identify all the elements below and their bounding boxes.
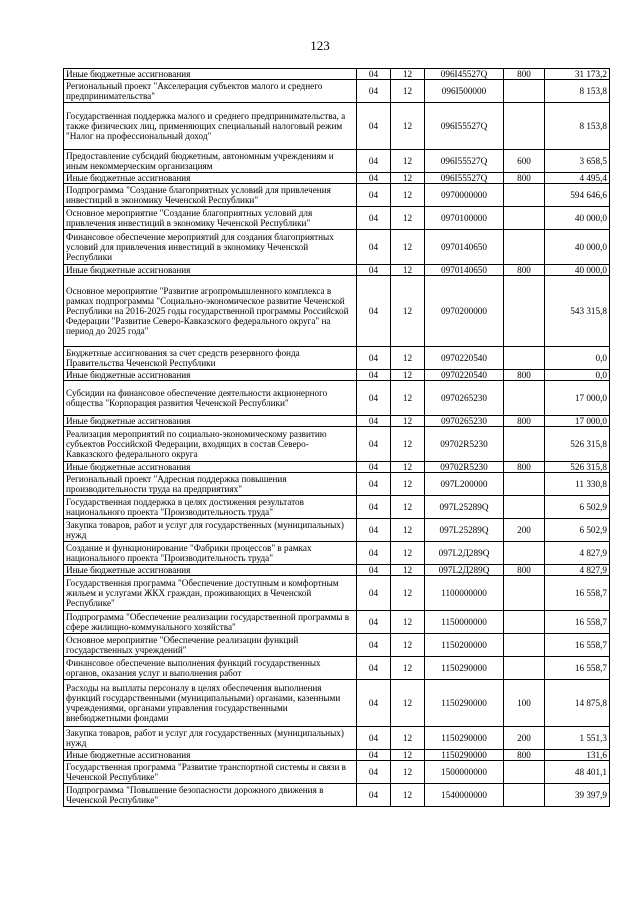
expense-type-cell [504,80,545,103]
subsection-code-cell: 12 [391,173,425,184]
amount-cell: 0,0 [545,370,610,381]
table-row [64,576,610,611]
target-article-cell: 1150200000 [425,634,504,657]
amount-cell: 3 658,5 [545,150,610,173]
amount-cell: 6 502,9 [545,496,610,519]
amount-cell: 131,6 [545,750,610,761]
section-code-cell: 04 [357,230,391,265]
section-code-cell: 04 [357,761,391,784]
row-name-cell: Региональный проект "Адресная поддержка повышения производительности труда на предприятиях" [64,473,357,496]
target-article-cell: 097L200000 [425,473,504,496]
row-name-cell: Реализация мероприятий по социально-экономическому развитию субъектов Российской Федерации, входящих в состав Северо-Кавказского федерального округа [64,427,357,462]
subsection-code-cell: 12 [391,462,425,473]
table-row [64,150,610,173]
expense-type-cell: 800 [504,173,545,184]
table-row [64,462,610,473]
subsection-code-cell: 12 [391,565,425,576]
amount-cell: 40 000,0 [545,207,610,230]
amount-cell: 14 875,8 [545,680,610,727]
row-name-cell: Основное мероприятие "Создание благоприятных условий для привлечения инвестиций в экономику Чеченской Республики" [64,207,357,230]
row-name-cell: Подпрограмма "Повышение безопасности дорожного движения в Чеченской Республике" [64,784,357,807]
section-code-cell: 04 [357,473,391,496]
row-name-cell: Финансовое обеспечение мероприятий для создания благоприятных условий для привлечения инвестиций в экономику Чеченской Республики [64,230,357,265]
target-article-cell: 1150290000 [425,750,504,761]
table-row [64,657,610,680]
table-row [64,265,610,276]
table-row [64,565,610,576]
section-code-cell: 04 [357,416,391,427]
target-article-cell: 097L2Д289Q [425,542,504,565]
amount-cell: 543 315,8 [545,276,610,347]
subsection-code-cell: 12 [391,80,425,103]
expense-type-cell [504,347,545,370]
target-article-cell: 096I55527Q [425,103,504,150]
row-name-cell: Бюджетные ассигнования за счет средств резервного фонда Правительства Чеченской Республики [64,347,357,370]
section-code-cell: 04 [357,150,391,173]
table-row [64,230,610,265]
amount-cell: 16 558,7 [545,576,610,611]
target-article-cell: 09702R5230 [425,427,504,462]
table-row [64,519,610,542]
section-code-cell: 04 [357,565,391,576]
row-name-cell: Подпрограмма "Создание благоприятных условий для привлечения инвестиций в экономику Чеченской Республики" [64,184,357,207]
target-article-cell: 0970265230 [425,381,504,416]
amount-cell: 39 397,9 [545,784,610,807]
expense-type-cell: 800 [504,69,545,80]
section-code-cell: 04 [357,680,391,727]
target-article-cell: 0970100000 [425,207,504,230]
section-code-cell: 04 [357,750,391,761]
expense-type-cell [504,761,545,784]
target-article-cell: 0970000000 [425,184,504,207]
expense-type-cell: 200 [504,519,545,542]
expense-type-cell [504,576,545,611]
table-row [64,80,610,103]
row-name-cell: Предоставление субсидий бюджетным, автономным учреждениям и иным некоммерческим организациям [64,150,357,173]
subsection-code-cell: 12 [391,184,425,207]
section-code-cell: 04 [357,634,391,657]
target-article-cell: 1150290000 [425,657,504,680]
expense-type-cell: 800 [504,370,545,381]
table-row [64,680,610,727]
subsection-code-cell: 12 [391,761,425,784]
row-name-cell: Государственная программа "Обеспечение доступным и комфортным жильем и услугами ЖКХ граждан, проживающих в Чеченской Республике" [64,576,357,611]
target-article-cell: 1500000000 [425,761,504,784]
amount-cell: 40 000,0 [545,230,610,265]
row-name-cell: Государственная поддержка в целях достижения результатов национального проекта "Производительность труда" [64,496,357,519]
expense-type-cell: 600 [504,150,545,173]
amount-cell: 16 558,7 [545,657,610,680]
expense-type-cell [504,657,545,680]
subsection-code-cell: 12 [391,207,425,230]
row-name-cell: Финансовое обеспечение выполнения функций государственных органов, оказания услуг и выполнения работ [64,657,357,680]
expense-type-cell: 800 [504,750,545,761]
amount-cell: 594 646,6 [545,184,610,207]
amount-cell: 17 000,0 [545,416,610,427]
row-name-cell: Расходы на выплаты персоналу в целях обеспечения выполнения функций государственными (муниципальными) органами, казенными учреждениями, органами управления государственными внебюджетными фондами [64,680,357,727]
expense-type-cell [504,103,545,150]
section-code-cell: 04 [357,496,391,519]
expense-type-cell: 800 [504,416,545,427]
row-name-cell: Основное мероприятие "Развитие агропромышленного комплекса в рамках подпрограммы "Социально-экономическое развитие Чеченской Республики на 2016-2025 годы государственной программы Российской Федерации "Развитие Северо-Кавказского федерального округа" на период до 2025 года" [64,276,357,347]
budget-table [63,68,610,807]
table-row [64,750,610,761]
budget-table-body [64,69,610,807]
table-row [64,727,610,750]
target-article-cell: 1150000000 [425,611,504,634]
table-row [64,184,610,207]
table-row [64,473,610,496]
amount-cell: 48 401,1 [545,761,610,784]
section-code-cell: 04 [357,347,391,370]
subsection-code-cell: 12 [391,727,425,750]
expense-type-cell: 200 [504,727,545,750]
row-name-cell: Иные бюджетные ассигнования [64,173,357,184]
table-row [64,347,610,370]
subsection-code-cell: 12 [391,103,425,150]
subsection-code-cell: 12 [391,576,425,611]
section-code-cell: 04 [357,381,391,416]
target-article-cell: 1100000000 [425,576,504,611]
section-code-cell: 04 [357,576,391,611]
section-code-cell: 04 [357,69,391,80]
expense-type-cell [504,611,545,634]
section-code-cell: 04 [357,370,391,381]
expense-type-cell: 100 [504,680,545,727]
expense-type-cell [504,542,545,565]
subsection-code-cell: 12 [391,496,425,519]
table-row [64,761,610,784]
subsection-code-cell: 12 [391,784,425,807]
table-row [64,207,610,230]
subsection-code-cell: 12 [391,265,425,276]
row-name-cell: Закупка товаров, работ и услуг для государственных (муниципальных) нужд [64,727,357,750]
amount-cell: 11 330,8 [545,473,610,496]
amount-cell: 4 495,4 [545,173,610,184]
section-code-cell: 04 [357,519,391,542]
row-name-cell: Иные бюджетные ассигнования [64,370,357,381]
section-code-cell: 04 [357,173,391,184]
row-name-cell: Иные бюджетные ассигнования [64,565,357,576]
table-row [64,427,610,462]
expense-type-cell [504,207,545,230]
subsection-code-cell: 12 [391,370,425,381]
target-article-cell: 096I500000 [425,80,504,103]
target-article-cell: 097L2Д289Q [425,565,504,576]
expense-type-cell [504,496,545,519]
expense-type-cell: 800 [504,265,545,276]
subsection-code-cell: 12 [391,381,425,416]
expense-type-cell: 800 [504,565,545,576]
target-article-cell: 0970140650 [425,265,504,276]
table-row [64,381,610,416]
amount-cell: 40 000,0 [545,265,610,276]
target-article-cell: 0970140650 [425,230,504,265]
section-code-cell: 04 [357,657,391,680]
table-row [64,370,610,381]
expense-type-cell [504,276,545,347]
target-article-cell: 0970220540 [425,347,504,370]
subsection-code-cell: 12 [391,657,425,680]
section-code-cell: 04 [357,184,391,207]
table-row [64,173,610,184]
section-code-cell: 04 [357,462,391,473]
row-name-cell: Иные бюджетные ассигнования [64,69,357,80]
section-code-cell: 04 [357,265,391,276]
section-code-cell: 04 [357,427,391,462]
section-code-cell: 04 [357,276,391,347]
expense-type-cell [504,473,545,496]
amount-cell: 1 551,3 [545,727,610,750]
row-name-cell: Иные бюджетные ассигнования [64,416,357,427]
subsection-code-cell: 12 [391,634,425,657]
subsection-code-cell: 12 [391,542,425,565]
section-code-cell: 04 [357,103,391,150]
table-row [64,103,610,150]
section-code-cell: 04 [357,542,391,565]
amount-cell: 6 502,9 [545,519,610,542]
row-name-cell: Создание и функционирование "Фабрики процессов" в рамках национального проекта "Производительность труда" [64,542,357,565]
amount-cell: 16 558,7 [545,634,610,657]
amount-cell: 8 153,8 [545,80,610,103]
subsection-code-cell: 12 [391,519,425,542]
subsection-code-cell: 12 [391,611,425,634]
expense-type-cell [504,381,545,416]
expense-type-cell [504,784,545,807]
target-article-cell: 1540000000 [425,784,504,807]
target-article-cell: 1150290000 [425,680,504,727]
expense-type-cell: 800 [504,462,545,473]
section-code-cell: 04 [357,611,391,634]
row-name-cell: Подпрограмма "Обеспечение реализации государственной программы в сфере жилищно-коммунального хозяйства" [64,611,357,634]
table-row [64,611,610,634]
table-row [64,496,610,519]
subsection-code-cell: 12 [391,276,425,347]
target-article-cell: 09702R5230 [425,462,504,473]
subsection-code-cell: 12 [391,750,425,761]
target-article-cell: 096I55527Q [425,173,504,184]
row-name-cell: Государственная поддержка малого и среднего предпринимательства, а также физических лиц, применяющих специальный налоговый режим "Налог на профессиональный доход" [64,103,357,150]
subsection-code-cell: 12 [391,347,425,370]
target-article-cell: 097L25289Q [425,496,504,519]
subsection-code-cell: 12 [391,416,425,427]
amount-cell: 17 000,0 [545,381,610,416]
target-article-cell: 0970220540 [425,370,504,381]
table-row [64,542,610,565]
table-row [64,416,610,427]
amount-cell: 8 153,8 [545,103,610,150]
table-row [64,634,610,657]
expense-type-cell [504,184,545,207]
target-article-cell: 1150290000 [425,727,504,750]
expense-type-cell [504,427,545,462]
target-article-cell: 0970265230 [425,416,504,427]
row-name-cell: Государственная программа "Развитие транспортной системы и связи в Чеченской Республике" [64,761,357,784]
row-name-cell: Субсидии на финансовое обеспечение деятельности акционерного общества "Корпорация развития Чеченской Республики" [64,381,357,416]
subsection-code-cell: 12 [391,150,425,173]
row-name-cell: Иные бюджетные ассигнования [64,750,357,761]
table-row [64,69,610,80]
row-name-cell: Иные бюджетные ассигнования [64,265,357,276]
amount-cell: 31 173,2 [545,69,610,80]
section-code-cell: 04 [357,727,391,750]
row-name-cell: Региональный проект "Акселерация субъектов малого и среднего предпринимательства" [64,80,357,103]
section-code-cell: 04 [357,80,391,103]
subsection-code-cell: 12 [391,680,425,727]
section-code-cell: 04 [357,207,391,230]
table-row [64,276,610,347]
subsection-code-cell: 12 [391,473,425,496]
row-name-cell: Иные бюджетные ассигнования [64,462,357,473]
table-row [64,784,610,807]
amount-cell: 16 558,7 [545,611,610,634]
target-article-cell: 0970200000 [425,276,504,347]
target-article-cell: 097L25289Q [425,519,504,542]
section-code-cell: 04 [357,784,391,807]
target-article-cell: 096I45527Q [425,69,504,80]
amount-cell: 0,0 [545,347,610,370]
subsection-code-cell: 12 [391,69,425,80]
amount-cell: 4 827,9 [545,542,610,565]
amount-cell: 526 315,8 [545,427,610,462]
row-name-cell: Основное мероприятие "Обеспечение реализации функций государственных учреждений" [64,634,357,657]
expense-type-cell [504,634,545,657]
expense-type-cell [504,230,545,265]
amount-cell: 4 827,9 [545,565,610,576]
row-name-cell: Закупка товаров, работ и услуг для государственных (муниципальных) нужд [64,519,357,542]
amount-cell: 526 315,8 [545,462,610,473]
page-number: 123 [310,38,330,53]
subsection-code-cell: 12 [391,230,425,265]
subsection-code-cell: 12 [391,427,425,462]
target-article-cell: 096I55527Q [425,150,504,173]
